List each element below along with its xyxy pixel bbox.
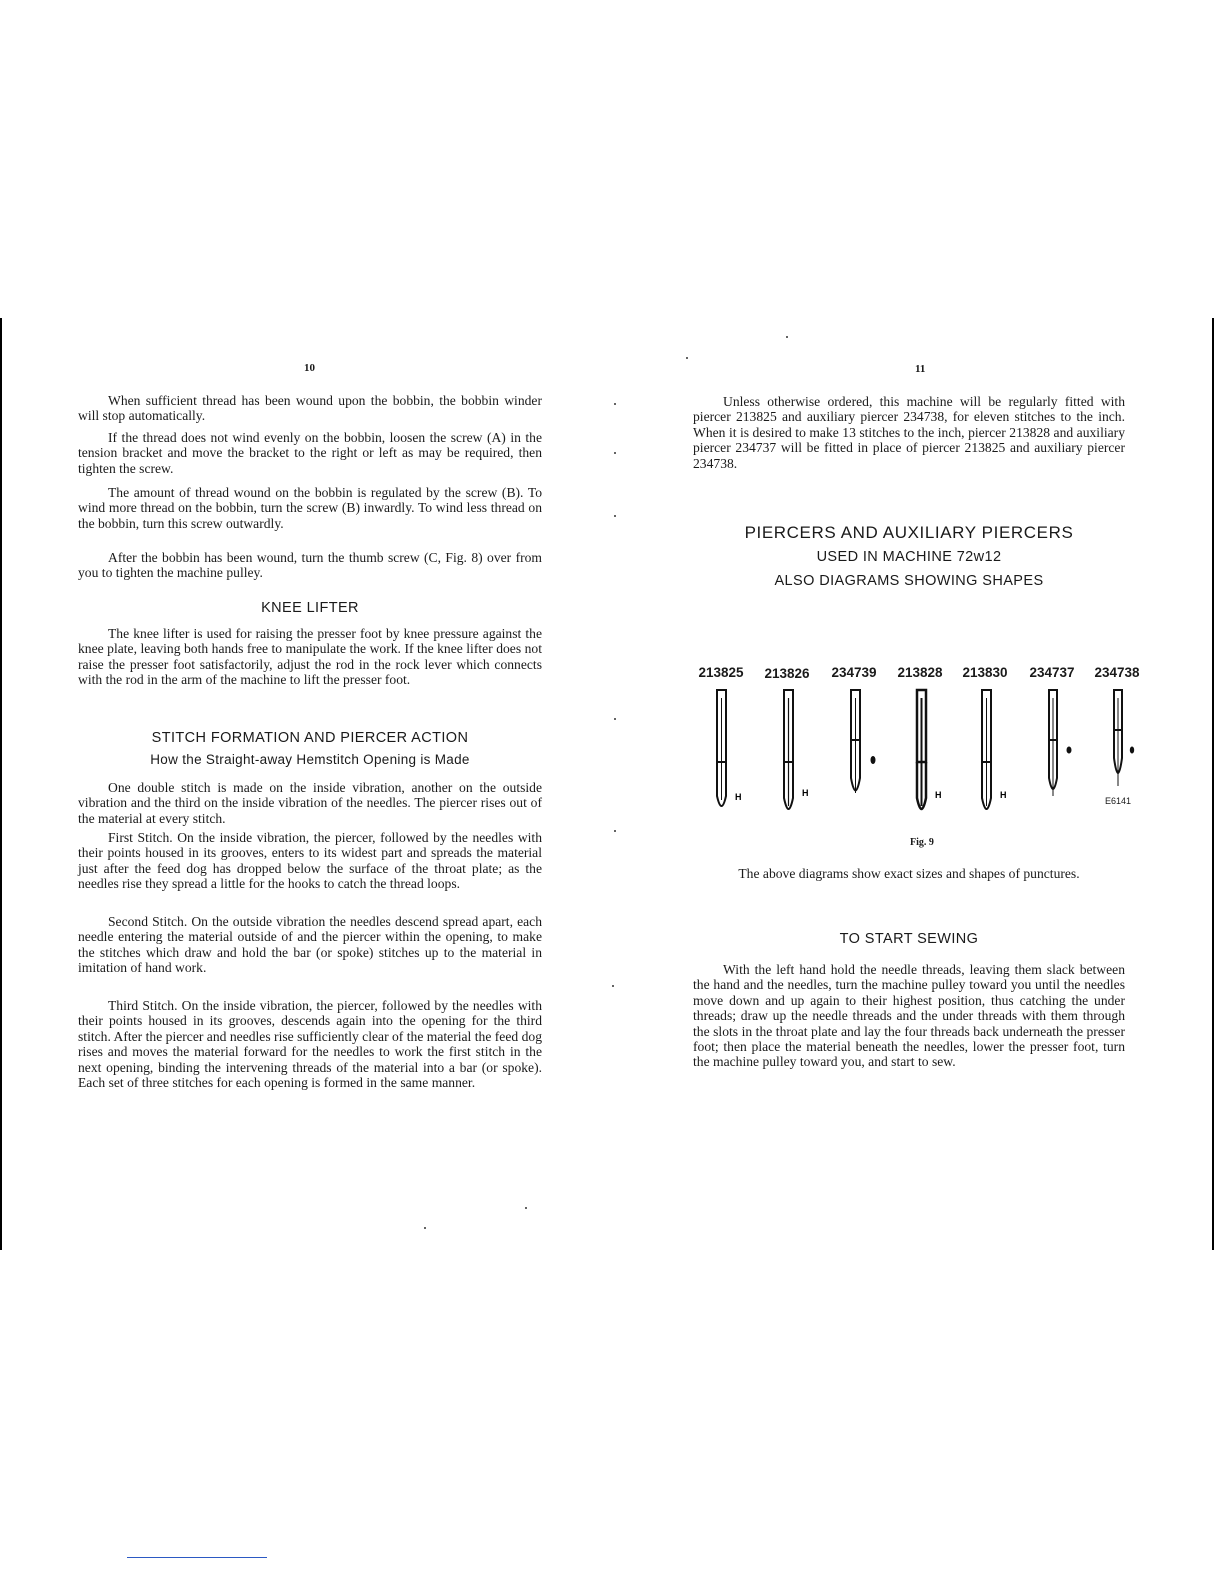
needle-label-234739: 234739 [831, 665, 877, 680]
needle-label-234737: 234737 [1029, 665, 1075, 680]
paragraph: If the thread does not wind evenly on the bobbin, loosen the screw (A) in the tension bracket and move the bracket to the right or left as may be required, then tighten the screw. [78, 430, 542, 476]
needle-label-213825: 213825 [698, 665, 744, 680]
svg-text:H: H [802, 788, 809, 798]
svg-text:H: H [1000, 790, 1007, 800]
figure-caption: The above diagrams show exact sizes and shapes of punctures. [738, 866, 1080, 881]
paragraph: Third Stitch. On the inside vibration, the piercer, followed by the needles with their points housed in its grooves, descends again into the opening for the third stitch. After the piercer and needles rise sufficiently clear of the material the feed dog rises and moves the material forward for the needles to work the first stitch in the next opening, binding the intervening threads of the material into a bar (or spoke). Each set of three stitches for each opening is formed in the same manner. [78, 998, 542, 1091]
footer-link-underline[interactable] [127, 1557, 267, 1558]
scan-speck [612, 985, 614, 987]
piercers-subtitle-diagrams: ALSO DIAGRAMS SHOWING SHAPES [774, 573, 1044, 589]
paragraph: Unless otherwise ordered, this machine will be regularly fitted with piercer 213825 and auxiliary piercer 234738, for eleven stitches to the inch. When it is desired to make 13 stitches to the inch, piercer 213828 and auxiliary piercer 234737 will be fitted in place of piercer 213825 and auxiliary piercer 234738. [693, 394, 1125, 471]
page-number: 11 [915, 363, 926, 375]
scan-speck [614, 718, 616, 720]
paragraph: The amount of thread wound on the bobbin is regulated by the screw (B). To wind more thread on the bobbin, turn the screw (B) inwardly. To wind less thread on the bobbin, turn this screw outwardly. [78, 485, 542, 531]
svg-text:H: H [935, 790, 942, 800]
needle-label-213828: 213828 [897, 665, 943, 680]
piercers-subtitle-machine: USED IN MACHINE 72w12 [816, 549, 1002, 565]
scan-speck [424, 1227, 426, 1229]
scan-speck [614, 403, 616, 405]
paragraph: When sufficient thread has been wound upon the bobbin, the bobbin winder will stop automatically. [78, 393, 542, 424]
svg-text:H: H [735, 792, 742, 802]
to-start-sewing-heading: TO START SEWING [839, 931, 979, 947]
scan-speck [614, 515, 616, 517]
left-scan-edge [0, 318, 2, 1250]
piercer-234737-diagram [1043, 688, 1083, 818]
scan-speck [614, 830, 616, 832]
figure-label: Fig. 9 [910, 837, 934, 848]
stitch-formation-heading: STITCH FORMATION AND PIERCER ACTION [151, 730, 469, 746]
stitch-subheading: How the Straight-away Hemstitch Opening is Made [150, 752, 470, 767]
paragraph: The knee lifter is used for raising the presser foot by knee pressure against the knee plate, leaving both hands free to manipulate the work. If the knee lifter does not raise the presser foot satisfactorily, adjust the rod in the rock lever which connects with the rod in the arm of the machine to lift the presser foot. [78, 626, 542, 688]
piercer-213830-diagram [976, 688, 1016, 818]
page-number: 10 [304, 362, 315, 374]
paragraph: With the left hand hold the needle threads, leaving them slack between the hand and the needles, turn the machine pulley toward you until the needles move down and up again to their highest position, thus catching the under threads; draw up the needle threads and the under threads with them through the slots in the throat plate and lay the four threads back underneath the presser foot; then place the material beneath the needles, lower the presser foot, turn the machine pulley toward you, and start to sew. [693, 962, 1125, 1070]
piercer-213826-diagram [778, 688, 818, 818]
needle-label-234738: 234738 [1094, 665, 1140, 680]
scan-speck [525, 1207, 527, 1209]
scan-speck [614, 452, 616, 454]
paragraph: Second Stitch. On the outside vibration the needles descend spread apart, each needle entering the material outside of and the piercer within the opening, to make the stitches which draw and hold the bar (or spoke) stitches up to the material in imitation of hand work. [78, 914, 542, 976]
paragraph: First Stitch. On the inside vibration, the piercer, followed by the needles with their points housed in its grooves, enters to its widest part and spreads the material just after the feed dog has dropped below the surface of the throat plate; as the needles rise they spread a little for the hooks to catch the thread loops. [78, 830, 542, 892]
scan-speck [686, 357, 688, 359]
piercers-title: PIERCERS AND AUXILIARY PIERCERS [744, 523, 1074, 542]
needle-label-213830: 213830 [962, 665, 1008, 680]
knee-lifter-heading: KNEE LIFTER [261, 600, 359, 616]
piercer-234739-diagram [845, 688, 885, 818]
piercer-213828-diagram [911, 688, 951, 818]
drawing-code: E6141 [1105, 796, 1132, 806]
right-scan-edge [1212, 318, 1214, 1250]
scan-speck [786, 336, 788, 338]
needle-label-213826: 213826 [764, 666, 810, 681]
piercer-213825-diagram [711, 688, 751, 818]
paragraph: After the bobbin has been wound, turn the thumb screw (C, Fig. 8) over from you to tighten the machine pulley. [78, 550, 542, 581]
paragraph: One double stitch is made on the inside vibration, another on the outside vibration and the third on the inside vibration of the needles. The piercer rises out of the material at every stitch. [78, 780, 542, 826]
